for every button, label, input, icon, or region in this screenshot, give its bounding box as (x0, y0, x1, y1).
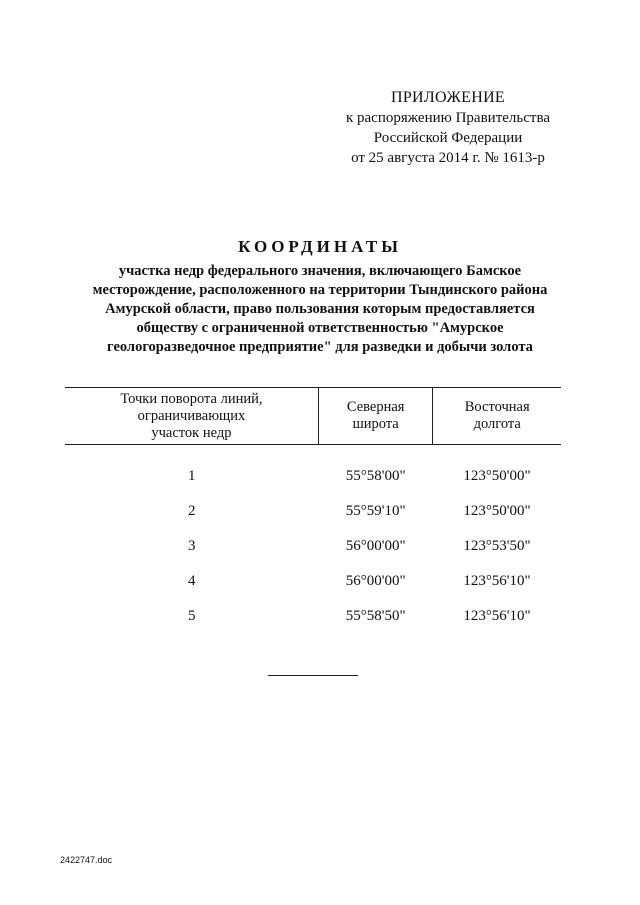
point-number: 5 (187, 608, 196, 624)
description-line: участка недр федерального значения, включающего Бамское (118, 263, 522, 279)
longitude-value: 123°50'00" (463, 468, 531, 484)
description-line: Амурской области, право пользования которым предоставляется (105, 301, 535, 317)
table-row (65, 599, 561, 634)
description-line: месторождение, расположенного на территории Тындинского района (92, 282, 548, 298)
point-number: 4 (187, 573, 196, 589)
latitude-value: 56°00'00" (345, 573, 406, 589)
appendix-line-1: к распоряжению Правительства (345, 110, 550, 126)
header-longitude (433, 388, 561, 445)
description-line: обществу с ограниченной ответственностью "Амурское (136, 320, 504, 336)
coordinates-table (65, 387, 561, 634)
table-row (65, 529, 561, 564)
description-line: геологоразведочное предприятие" для разведки и добычи золота (107, 339, 533, 355)
footer-filename: 2422747.doc (60, 855, 113, 865)
appendix-line-2: Российской Федерации (373, 130, 523, 146)
end-divider (268, 675, 358, 676)
table-row (65, 494, 561, 529)
latitude-value: 56°00'00" (345, 538, 406, 554)
table-row (65, 445, 561, 495)
point-number: 2 (187, 503, 196, 519)
appendix-header (328, 88, 568, 168)
header-text: ограничивающих (137, 407, 246, 424)
header-text: широта (352, 416, 399, 432)
point-number: 3 (187, 538, 196, 554)
document-title: КООРДИНАТЫ (238, 237, 402, 256)
table-header-row (65, 388, 561, 445)
header-latitude (318, 388, 433, 445)
latitude-value: 55°58'50" (345, 608, 406, 624)
latitude-value: 55°58'00" (345, 468, 406, 484)
header-text: участок недр (151, 424, 232, 441)
latitude-value: 55°59'10" (345, 503, 406, 519)
header-text: долгота (473, 416, 521, 432)
point-number: 1 (187, 468, 196, 484)
header-text: Точки поворота линий, (120, 390, 263, 407)
header-turning-points (65, 388, 318, 445)
document-description (70, 262, 570, 357)
longitude-value: 123°53'50" (463, 538, 531, 554)
longitude-value: 123°50'00" (463, 503, 531, 519)
table-row (65, 564, 561, 599)
header-text: Северная (346, 399, 405, 415)
longitude-value: 123°56'10" (463, 608, 531, 624)
longitude-value: 123°56'10" (463, 573, 531, 589)
appendix-line-3: от 25 августа 2014 г. № 1613-р (351, 150, 545, 166)
header-text: Восточная (464, 399, 530, 415)
appendix-title: ПРИЛОЖЕНИЕ (390, 89, 505, 106)
